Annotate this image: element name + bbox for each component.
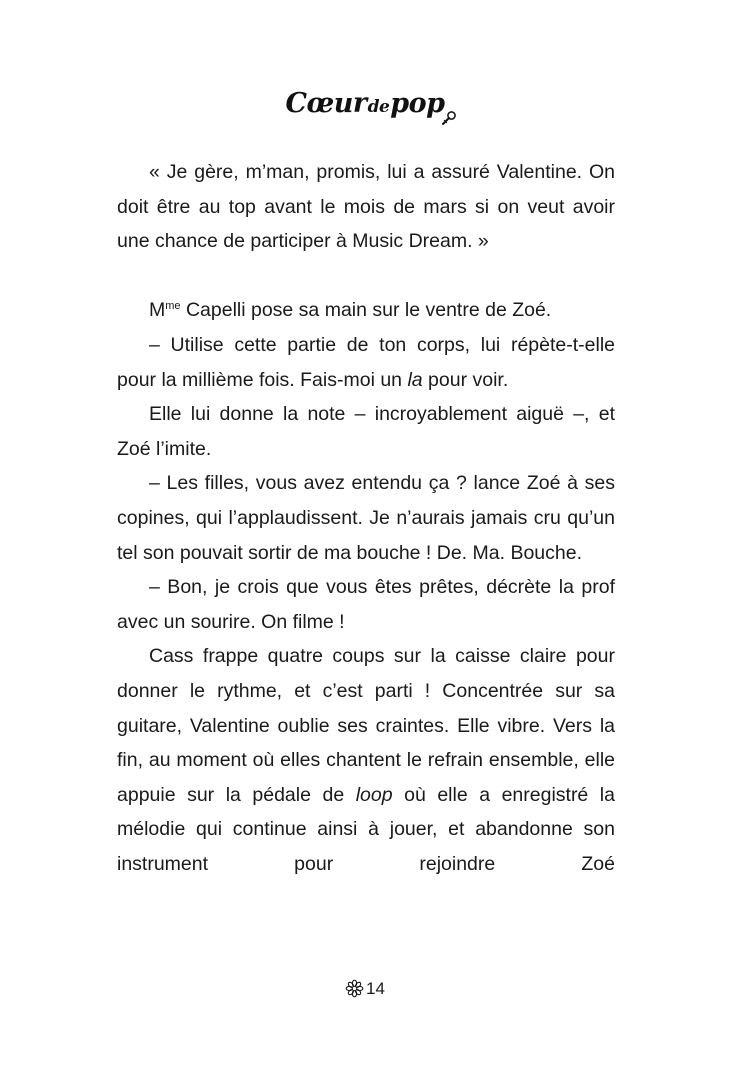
paragraph-7-text-a: Cass frappe quatre coups sur la caisse claire pour donner le rythme, et c’est parti ! Concentrée sur sa guitare, Valentine oublie ses craintes. Elle vibre. Vers la fin, au moment où elles chantent le refrain ensemble, elle appuie sur la pédale de [117, 645, 615, 806]
body-text [117, 155, 615, 881]
paragraph-3 [117, 328, 615, 397]
title-abbrev: M [149, 299, 166, 322]
series-title [285, 88, 444, 119]
paragraph-3-text-a: – Utilise cette partie de ton corps, lui répète-t-elle pour la millième fois. Fais-moi un [117, 333, 615, 391]
paragraph-7-text-b: où elle a enregistré la mélodie qui continue ainsi à jouer, et abandonne son instrument pour rejoindre Zoé [117, 783, 615, 875]
title-abbrev-sup: me [165, 300, 181, 313]
paragraph-3-italic: la [407, 368, 423, 391]
paragraph-6: – Bon, je crois que vous êtes prêtes, décrète la prof avec un sourire. On filme ! [117, 576, 615, 633]
paragraph-1: « Je gère, m’man, promis, lui a assuré Valentine. On doit être au top avant le mois de mars si on veut avoir une chance de participer à Music Dream. » [117, 161, 615, 253]
flower-icon [345, 979, 364, 998]
paragraph-5: – Les filles, vous avez entendu ça ? lance Zoé à ses copines, qui l’applaudissent. Je n’aurais jamais cru qu’un tel son pouvait sortir de ma bouche ! De. Ma. Bouche. [117, 472, 615, 564]
paragraph-7-italic: loop [355, 783, 393, 806]
paragraph-3-text-b: pour voir. [422, 368, 509, 391]
series-title-coeur: Cœur [285, 88, 367, 119]
paragraph-2 [117, 293, 615, 328]
series-title-de: de [367, 97, 390, 117]
paragraph-4: Elle lui donne la note – incroyablement aiguë –, et Zoé l’imite. [117, 403, 615, 460]
paragraph-2-text: Capelli pose sa main sur le ventre de Zoé. [180, 299, 552, 322]
running-header [0, 88, 730, 119]
page-number: 14 [366, 979, 385, 998]
paragraph-7 [117, 639, 615, 881]
microphone-icon [441, 110, 457, 126]
series-title-pop: pop [390, 88, 445, 119]
page-footer [0, 979, 730, 999]
